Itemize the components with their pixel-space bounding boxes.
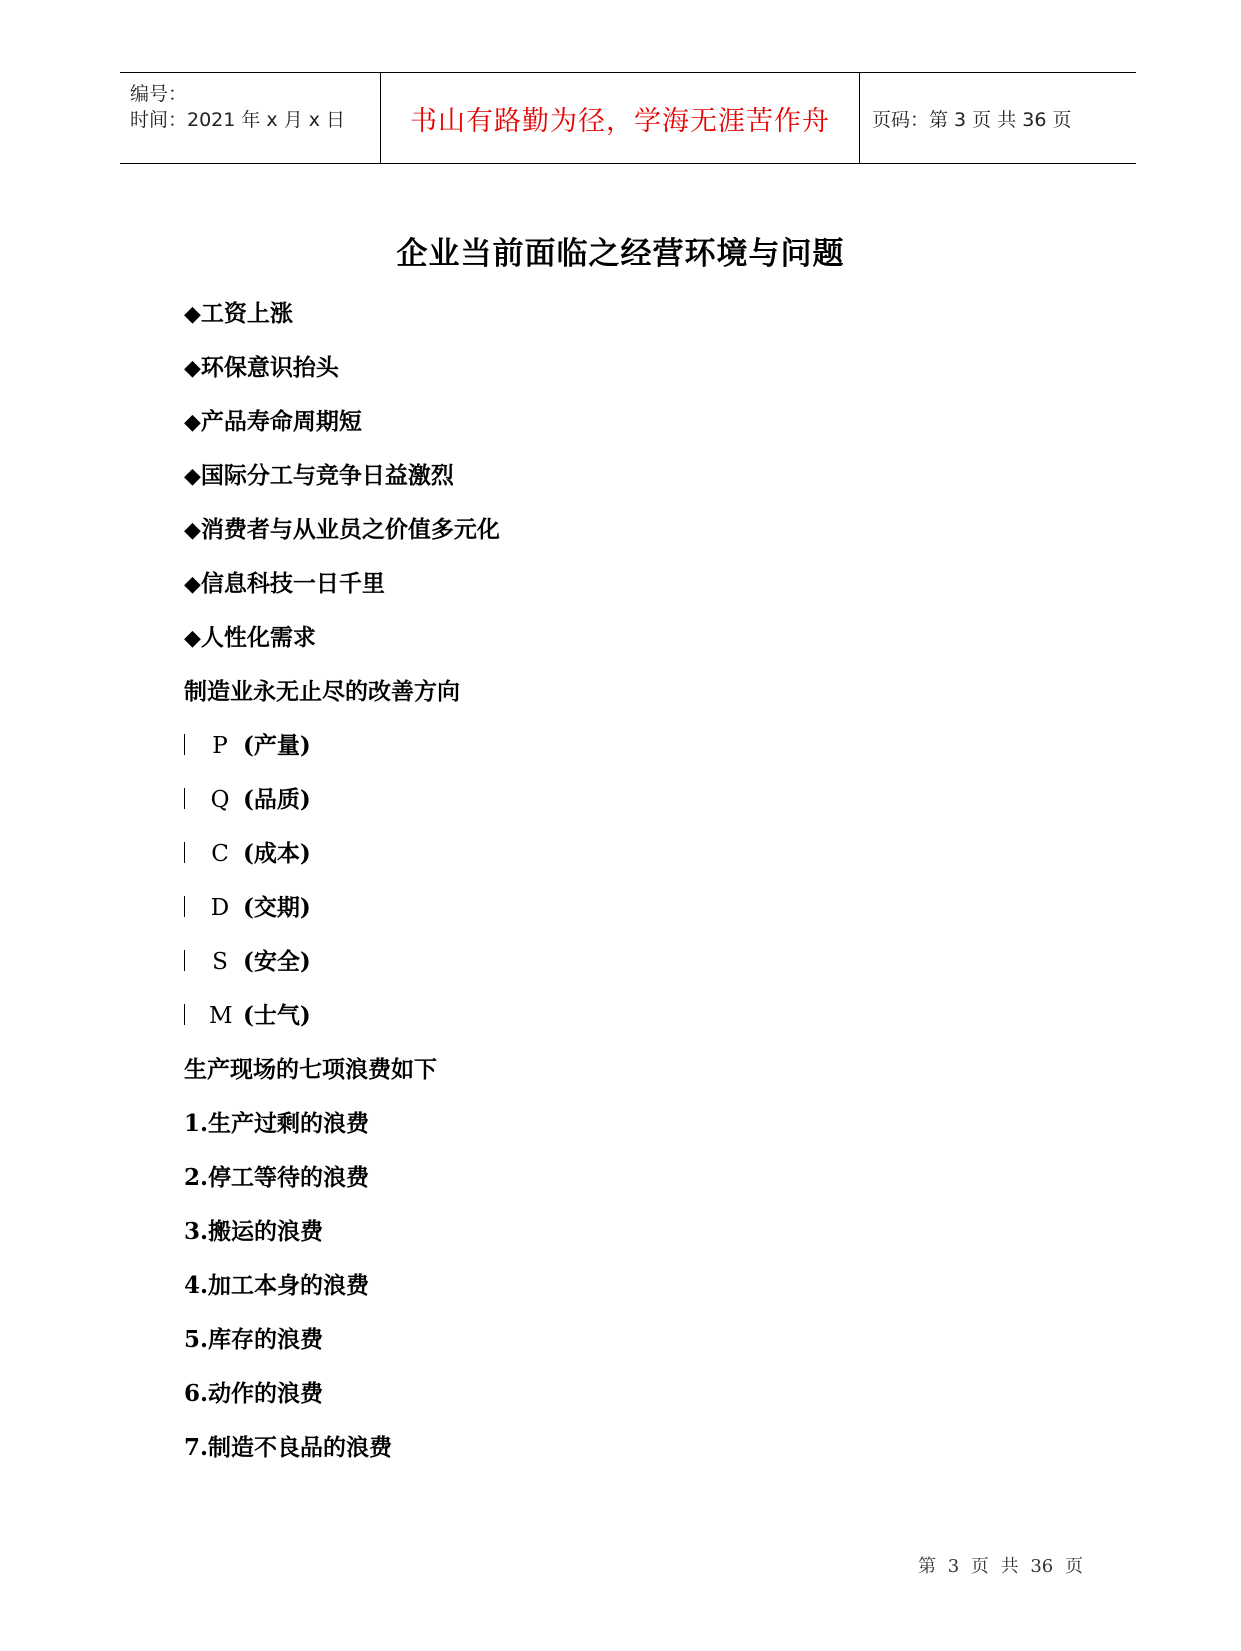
list-item bbox=[184, 731, 311, 761]
improvement-heading: 制造业永无止尽的改善方向 bbox=[184, 678, 460, 705]
item-code: Q bbox=[210, 787, 230, 813]
item-code: D bbox=[210, 895, 230, 921]
list-item bbox=[184, 461, 454, 491]
list-item: 5.库存的浪费 bbox=[184, 1326, 324, 1353]
bar-bullet-icon bbox=[184, 842, 185, 863]
issue-text: 信息科技一日千里 bbox=[200, 570, 385, 597]
issue-text: 国际分工与竞争日益激烈 bbox=[200, 462, 454, 489]
diamond-bullet-icon: ◆ bbox=[184, 355, 201, 381]
item-label: (产量) bbox=[243, 732, 311, 759]
item-label: (品质) bbox=[243, 786, 311, 813]
list-item: 2.停工等待的浪费 bbox=[184, 1164, 370, 1191]
header-motto-cell bbox=[380, 73, 860, 163]
item-label: (交期) bbox=[243, 894, 311, 921]
issue-text: 工资上涨 bbox=[200, 300, 293, 327]
document-title: 企业当前面临之经营环境与问题 bbox=[396, 236, 845, 272]
list-item: 6.动作的浪费 bbox=[184, 1380, 324, 1407]
list-item bbox=[184, 569, 385, 599]
date-line: 时间：2021 年 x 月 x 日 bbox=[130, 109, 346, 131]
issue-text: 消费者与从业员之价值多元化 bbox=[200, 516, 500, 543]
item-code: P bbox=[212, 733, 228, 759]
list-item: 7.制造不良品的浪费 bbox=[184, 1434, 393, 1461]
diamond-bullet-icon: ◆ bbox=[184, 625, 201, 651]
item-code: S bbox=[212, 949, 228, 975]
page-footer: 第 3 页 共 36 页 bbox=[918, 1556, 1083, 1577]
bar-bullet-icon bbox=[184, 950, 185, 971]
diamond-bullet-icon: ◆ bbox=[184, 517, 201, 543]
item-code: M bbox=[209, 1003, 233, 1029]
list-item bbox=[184, 623, 316, 653]
page-header bbox=[120, 72, 1136, 164]
bar-bullet-icon bbox=[184, 788, 185, 809]
waste-heading: 生产现场的七项浪费如下 bbox=[184, 1056, 437, 1083]
list-item bbox=[184, 353, 339, 383]
list-item bbox=[184, 407, 362, 437]
list-item: 1.生产过剩的浪费 bbox=[184, 1110, 370, 1137]
bar-bullet-icon bbox=[184, 1004, 185, 1025]
list-item bbox=[184, 947, 311, 977]
motto-text: 书山有路勤为径，学海无涯苦作舟 bbox=[410, 105, 830, 137]
item-code: C bbox=[211, 841, 229, 867]
issue-text: 产品寿命周期短 bbox=[200, 408, 362, 435]
serial-number-label: 编号： bbox=[130, 83, 188, 105]
list-item bbox=[184, 515, 500, 545]
diamond-bullet-icon: ◆ bbox=[184, 463, 201, 489]
issue-text: 人性化需求 bbox=[200, 624, 316, 651]
header-info-cell bbox=[120, 73, 380, 163]
list-item bbox=[184, 785, 311, 815]
header-pager-cell bbox=[860, 73, 1136, 163]
list-item bbox=[184, 299, 293, 329]
bar-bullet-icon bbox=[184, 734, 185, 755]
item-label: (安全) bbox=[243, 948, 311, 975]
list-item bbox=[184, 839, 311, 869]
issue-text: 环保意识抬头 bbox=[200, 354, 339, 381]
list-item: 4.加工本身的浪费 bbox=[184, 1272, 370, 1299]
diamond-bullet-icon: ◆ bbox=[184, 409, 201, 435]
list-item bbox=[184, 1001, 311, 1031]
header-page-number: 页码：第 3 页 共 36 页 bbox=[872, 108, 1072, 131]
diamond-bullet-icon: ◆ bbox=[184, 301, 201, 327]
list-item bbox=[184, 893, 311, 923]
bar-bullet-icon bbox=[184, 896, 185, 917]
item-label: (士气) bbox=[243, 1002, 311, 1029]
list-item: 3.搬运的浪费 bbox=[184, 1218, 324, 1245]
diamond-bullet-icon: ◆ bbox=[184, 571, 201, 597]
item-label: (成本) bbox=[243, 840, 311, 867]
